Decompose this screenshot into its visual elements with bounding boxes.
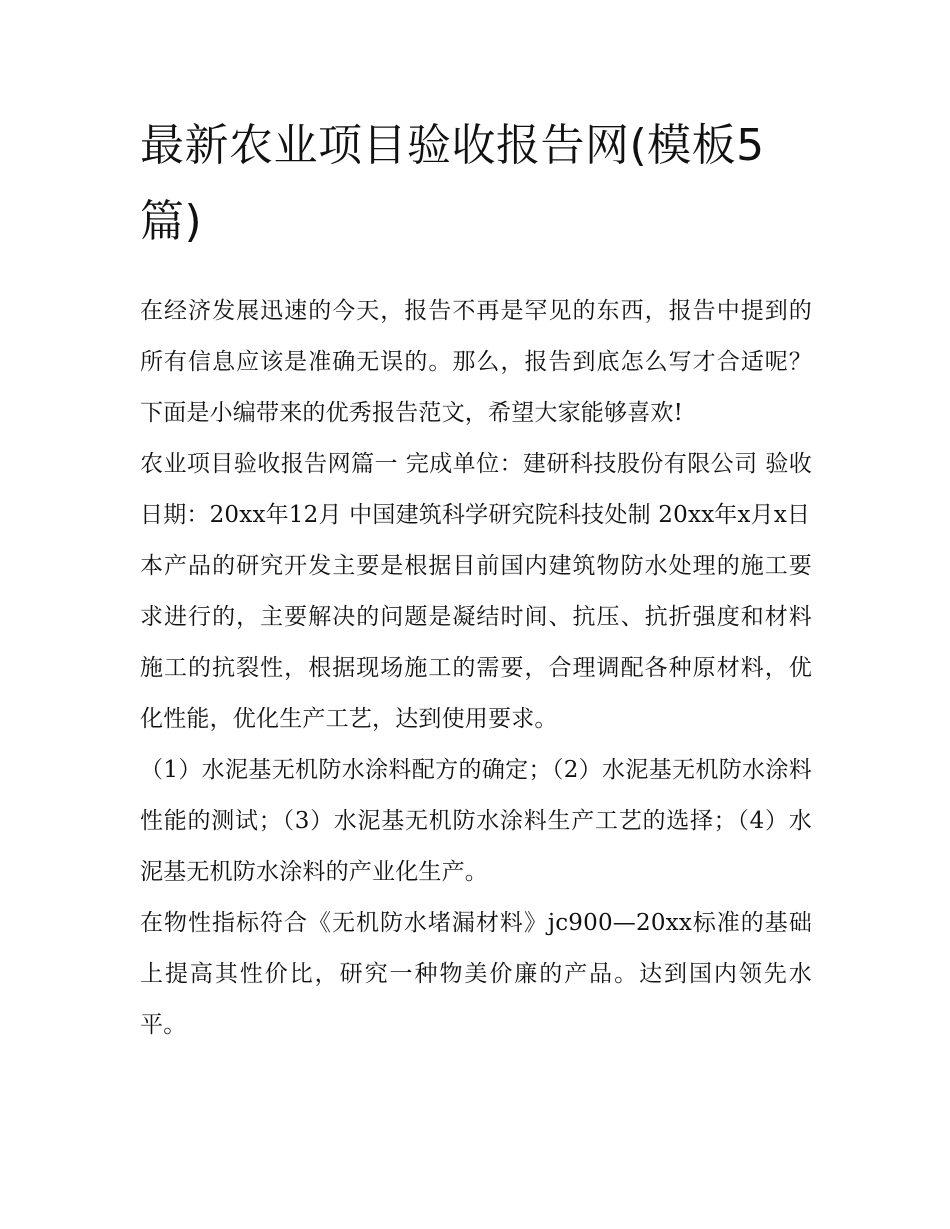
- document-title: 最新农业项目验收报告网(模板5篇): [140, 120, 765, 247]
- document-body: [140, 286, 812, 1051]
- paragraph-research-goal: 在物性指标符合《无机防水堵漏材料》jc900—20xx标准的基础上提高其性价比，研究一种物美价廉的产品。达到国内领先水平。: [140, 910, 812, 1038]
- paragraph-project-info: 农业项目验收报告网篇一 完成单位：建研科技股份有限公司 验收日期：20xx年12月 中国建筑科学研究院科技处制 20xx年x月x日: [140, 451, 812, 528]
- paragraph-intro: 在经济发展迅速的今天，报告不再是罕见的东西，报告中提到的所有信息应该是准确无误的。那么，报告到底怎么写才合适呢？下面是小编带来的优秀报告范文，希望大家能够喜欢!: [140, 298, 812, 426]
- paragraph-research-purpose: 本产品的研究开发主要是根据目前国内建筑物防水处理的施工要求进行的，主要解决的问题是凝结时间、抗压、抗折强度和材料施工的抗裂性，根据现场施工的需要，合理调配各种原材料，优化性能，优化生产工艺，达到使用要求。: [140, 553, 812, 732]
- document-page: [140, 108, 812, 1051]
- paragraph-research-content: （1）水泥基无机防水涂料配方的确定；（2）水泥基无机防水涂料性能的测试；（3）水泥基无机防水涂料生产工艺的选择；（4）水泥基无机防水涂料的产业化生产。: [140, 757, 812, 885]
